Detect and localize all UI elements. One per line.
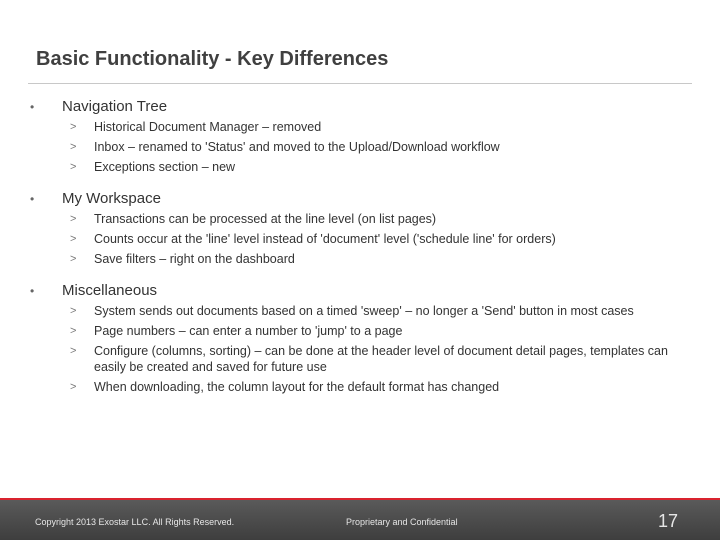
list-item-text: Historical Document Manager – removed — [94, 120, 322, 134]
bullet-icon: • — [30, 192, 35, 206]
list-item — [30, 139, 680, 155]
section-navigation-tree — [30, 97, 680, 175]
footer-copyright: Copyright 2013 Exostar LLC. All Rights Reserved. — [35, 517, 235, 527]
list-item-text: Transactions can be processed at the line level (on list pages) — [94, 212, 437, 226]
list-item — [30, 323, 680, 339]
list-item — [30, 343, 680, 375]
title-divider — [28, 83, 692, 84]
sub-list — [30, 303, 680, 395]
section-header — [30, 189, 680, 209]
list-item — [30, 379, 680, 395]
section-label: My Workspace — [62, 190, 161, 207]
section-header — [30, 281, 680, 301]
chevron-right-icon: > — [70, 345, 77, 357]
section-my-workspace — [30, 189, 680, 267]
list-item — [30, 231, 680, 247]
list-item-text: Exceptions section – new — [94, 160, 236, 174]
footer-bar — [0, 500, 720, 540]
list-item-text: Configure (columns, sorting) – can be done at the header level of document detail pages, templates can easily be created and saved for future use — [94, 344, 668, 374]
chevron-right-icon: > — [70, 161, 77, 173]
list-item-text: Page numbers – can enter a number to 'jump' to a page — [94, 324, 403, 338]
sub-list — [30, 119, 680, 175]
slide-title: Basic Functionality - Key Differences — [36, 48, 389, 70]
footer-confidential: Proprietary and Confidential — [346, 517, 458, 527]
list-item-text: Inbox – renamed to 'Status' and moved to the Upload/Download workflow — [94, 140, 500, 154]
list-item — [30, 211, 680, 227]
sub-list — [30, 211, 680, 267]
list-item-text: Save filters – right on the dashboard — [94, 252, 295, 266]
chevron-right-icon: > — [70, 305, 77, 317]
section-miscellaneous — [30, 281, 680, 395]
list-item-text: Counts occur at the 'line' level instead of 'document' level ('schedule line' for orders) — [94, 232, 556, 246]
section-label: Navigation Tree — [62, 98, 168, 115]
section-header — [30, 97, 680, 117]
page-number: 17 — [657, 511, 678, 531]
slide-content — [30, 97, 680, 395]
list-item — [30, 251, 680, 267]
list-item — [30, 119, 680, 135]
bullet-icon: • — [30, 100, 35, 114]
chevron-right-icon: > — [70, 121, 77, 133]
chevron-right-icon: > — [70, 325, 77, 337]
section-label: Miscellaneous — [62, 282, 158, 299]
chevron-right-icon: > — [70, 233, 77, 245]
list-item — [30, 159, 680, 175]
slide-footer — [0, 498, 720, 540]
list-item — [30, 303, 680, 319]
bullet-icon: • — [30, 284, 35, 298]
chevron-right-icon: > — [70, 141, 77, 153]
chevron-right-icon: > — [70, 381, 77, 393]
chevron-right-icon: > — [70, 253, 77, 265]
list-item-text: When downloading, the column layout for the default format has changed — [94, 380, 500, 394]
list-item-text: System sends out documents based on a timed 'sweep' – no longer a 'Send' button in most cases — [94, 304, 634, 318]
chevron-right-icon: > — [70, 213, 77, 225]
